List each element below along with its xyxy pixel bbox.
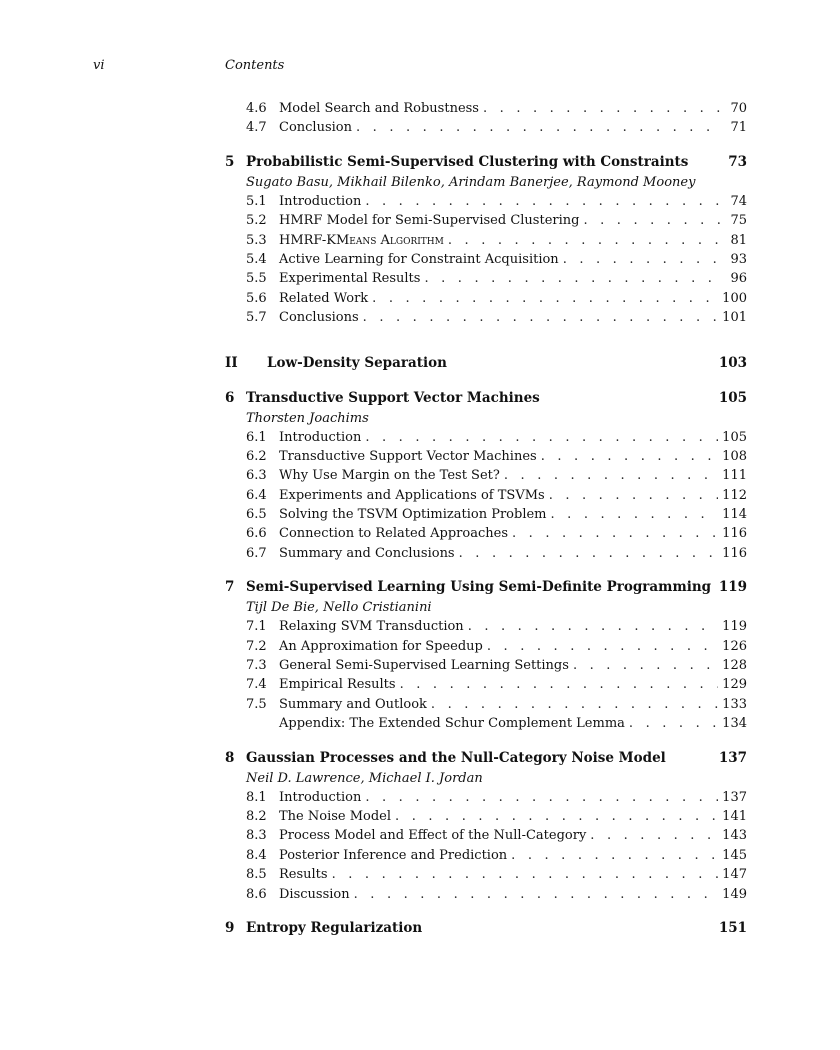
section-page: 75	[730, 213, 747, 229]
dot-leader	[504, 466, 718, 485]
dot-leader	[365, 192, 721, 211]
section-number: 5.2	[246, 213, 267, 229]
section-number: 6.7	[246, 545, 267, 561]
dot-leader	[332, 865, 719, 884]
dot-leader	[365, 788, 718, 807]
dot-leader	[549, 486, 718, 505]
section-number: 8.6	[246, 886, 267, 902]
section-title: Related Work	[279, 289, 372, 308]
dot-leader	[583, 211, 721, 230]
chapter-page: 73	[728, 153, 747, 170]
chapter-number: 6	[225, 389, 235, 406]
toc-entry[interactable]	[225, 544, 747, 563]
toc-entry[interactable]	[225, 447, 747, 466]
chapter-6	[225, 388, 747, 564]
toc-entry[interactable]	[225, 524, 747, 543]
dot-leader	[395, 807, 718, 826]
section-number: 5.3	[246, 232, 267, 248]
section-page: 114	[722, 507, 747, 523]
chapter-number: 7	[225, 579, 235, 596]
section-number: 6.4	[246, 487, 267, 503]
section-title: HMRF Model for Semi-Supervised Clustering	[279, 211, 583, 230]
section-number: 6.6	[246, 526, 267, 542]
section-page: 129	[722, 677, 747, 693]
section-number: 4.7	[246, 120, 267, 136]
section-number: 8.3	[246, 828, 267, 844]
section-title: Connection to Related Approaches	[279, 524, 512, 543]
toc-entry[interactable]	[225, 885, 747, 904]
section-page: 128	[722, 658, 747, 674]
section-title: Why Use Margin on the Test Set?	[279, 466, 504, 485]
chapter-authors: Sugato Basu, Mikhail Bilenko, Arindam Banerjee, Raymond Mooney	[246, 174, 696, 190]
section-number: 8.2	[246, 808, 267, 824]
chapter-heading[interactable]	[225, 388, 747, 409]
section-number: 5.7	[246, 310, 267, 326]
dot-leader	[400, 675, 719, 694]
dot-leader	[573, 656, 718, 675]
section-number: 8.5	[246, 867, 267, 883]
toc-entry[interactable]	[225, 99, 747, 118]
chapter-9	[225, 918, 747, 939]
section-title: Empirical Results	[279, 675, 400, 694]
chapter-5	[225, 152, 747, 328]
section-number: 6.5	[246, 507, 267, 523]
toc-entry[interactable]	[225, 656, 747, 675]
dot-leader	[563, 250, 721, 269]
toc-entry[interactable]	[225, 807, 747, 826]
toc-entry[interactable]	[225, 617, 747, 636]
section-number: 5.1	[246, 193, 267, 209]
section-title: Active Learning for Constraint Acquisition	[279, 250, 563, 269]
section-title: Introduction	[279, 788, 365, 807]
part-page: 103	[718, 354, 747, 371]
section-number: 7.3	[246, 658, 267, 674]
section-number: 5.6	[246, 290, 267, 306]
toc-entry[interactable]	[225, 865, 747, 884]
section-page: 149	[722, 886, 747, 902]
chapter-page: 137	[718, 749, 747, 766]
section-page: 145	[722, 847, 747, 863]
section-page: 93	[730, 251, 747, 267]
section-page: 119	[722, 619, 747, 635]
chapter-authors: Neil D. Lawrence, Michael I. Jordan	[246, 770, 483, 786]
section-number: 5.4	[246, 251, 267, 267]
toc-entry[interactable]	[225, 231, 747, 250]
section-page: 70	[730, 101, 747, 116]
chapter-number: 5	[225, 153, 235, 170]
chapter-page: 151	[718, 919, 747, 936]
toc-entry[interactable]	[225, 695, 747, 714]
section-page: 141	[722, 808, 747, 824]
part-title: Low-Density Separation	[267, 354, 447, 371]
section-page: 108	[722, 448, 747, 464]
section-title: The Noise Model	[279, 807, 395, 826]
toc-entry[interactable]	[225, 192, 747, 211]
section-title: Experiments and Applications of TSVMs	[279, 486, 549, 505]
section-title: Relaxing SVM Transduction	[279, 617, 468, 636]
chapter-4-continued	[225, 99, 747, 138]
dot-leader	[487, 637, 718, 656]
section-number: 7.2	[246, 638, 267, 654]
section-title: Process Model and Effect of the Null-Category	[279, 826, 590, 845]
toc-entry[interactable]	[225, 289, 747, 308]
dot-leader	[372, 289, 718, 308]
section-page: 71	[730, 120, 747, 136]
chapter-authors: Thorsten Joachims	[246, 410, 369, 426]
chapter-heading[interactable]	[225, 918, 747, 939]
dot-leader	[468, 617, 718, 636]
chapter-authors: Tijl De Bie, Nello Cristianini	[246, 600, 432, 616]
section-title: Transductive Support Vector Machines	[279, 447, 541, 466]
section-number: 5.5	[246, 271, 267, 287]
toc-entry[interactable]	[225, 675, 747, 694]
section-title: Discussion	[279, 885, 354, 904]
toc-entry[interactable]	[225, 637, 747, 656]
section-title: Experimental Results	[279, 269, 424, 288]
section-page: 134	[722, 716, 747, 732]
section-page: 74	[730, 193, 747, 209]
section-page: 143	[722, 828, 747, 844]
part-number: II	[225, 354, 238, 371]
chapter-title: Transductive Support Vector Machines	[246, 389, 540, 406]
dot-leader	[431, 695, 718, 714]
chapter-number: 8	[225, 749, 235, 766]
section-number: 4.6	[246, 101, 267, 116]
chapter-title: Entropy Regularization	[246, 919, 423, 936]
dot-leader	[448, 231, 721, 250]
section-number: 6.3	[246, 468, 267, 484]
section-title: Conclusion	[279, 118, 356, 137]
toc-entry[interactable]	[225, 505, 747, 524]
section-title: Introduction	[279, 428, 365, 447]
dot-leader	[590, 826, 718, 845]
toc-entry[interactable]	[225, 269, 747, 288]
chapter-heading[interactable]	[225, 152, 747, 173]
chapter-8	[225, 748, 747, 904]
chapter-7	[225, 577, 747, 733]
dot-leader	[551, 505, 719, 524]
section-title: Conclusions	[279, 308, 363, 327]
section-title: Solving the TSVM Optimization Problem	[279, 505, 551, 524]
dot-leader	[363, 308, 719, 327]
toc-entry[interactable]	[225, 826, 747, 845]
toc-entry[interactable]	[225, 466, 747, 485]
section-number: 7.4	[246, 677, 267, 693]
part-heading[interactable]	[225, 352, 747, 374]
table-of-contents	[225, 99, 747, 939]
section-title: Summary and Conclusions	[279, 544, 459, 563]
chapter-title: Gaussian Processes and the Null-Category Noise Model	[246, 749, 666, 766]
section-title: Results	[279, 865, 332, 884]
page-number: vi	[93, 58, 105, 73]
section-title: Posterior Inference and Prediction	[279, 846, 511, 865]
toc-entry[interactable]	[225, 486, 747, 505]
dot-leader	[356, 118, 721, 137]
section-number: 8.1	[246, 789, 267, 805]
section-page: 100	[722, 290, 747, 306]
toc-entry[interactable]	[225, 211, 747, 230]
chapter-heading[interactable]	[225, 748, 747, 769]
section-number: 7.5	[246, 696, 267, 712]
section-number: 6.2	[246, 448, 267, 464]
section-page: 137	[722, 789, 747, 805]
toc-entry[interactable]	[225, 308, 747, 327]
dot-leader	[629, 714, 718, 733]
section-title: Introduction	[279, 192, 365, 211]
section-page: 126	[722, 638, 747, 654]
section-page: 112	[722, 487, 747, 503]
section-page: 81	[730, 232, 747, 248]
section-number: 6.1	[246, 429, 267, 445]
chapter-heading[interactable]	[225, 577, 747, 598]
dot-leader	[424, 269, 721, 288]
dot-leader	[483, 99, 721, 118]
toc-entry[interactable]	[225, 846, 747, 865]
dot-leader	[354, 885, 719, 904]
section-title: Summary and Outlook	[279, 695, 431, 714]
toc-entry[interactable]	[225, 714, 747, 733]
section-page: 105	[722, 429, 747, 445]
toc-entry[interactable]	[225, 428, 747, 447]
chapter-title: Probabilistic Semi-Supervised Clustering with Constraints	[246, 153, 689, 170]
dot-leader	[459, 544, 719, 563]
section-page: 101	[722, 310, 747, 326]
toc-entry[interactable]	[225, 788, 747, 807]
running-title: Contents	[225, 58, 285, 73]
section-page: 116	[722, 526, 747, 542]
section-title: Appendix: The Extended Schur Complement Lemma	[279, 714, 629, 733]
section-number: 8.4	[246, 847, 267, 863]
chapter-page: 105	[718, 389, 747, 406]
dot-leader	[512, 524, 718, 543]
section-page: 111	[722, 468, 747, 484]
section-title: General Semi-Supervised Learning Settings	[279, 656, 573, 675]
section-title: Model Search and Robustness	[279, 99, 483, 118]
section-page: 147	[722, 867, 747, 883]
section-page: 96	[730, 271, 747, 287]
chapter-number: 9	[225, 919, 235, 936]
section-page: 116	[722, 545, 747, 561]
section-page: 133	[722, 696, 747, 712]
section-title: HMRF-KMeans Algorithm	[279, 231, 448, 250]
dot-leader	[365, 428, 718, 447]
dot-leader	[541, 447, 718, 466]
chapter-page: 119	[718, 579, 747, 596]
toc-entry[interactable]	[225, 250, 747, 269]
chapter-title: Semi-Supervised Learning Using Semi-Definite Programming	[246, 579, 712, 596]
section-title: An Approximation for Speedup	[279, 637, 487, 656]
toc-entry[interactable]	[225, 118, 747, 137]
dot-leader	[511, 846, 718, 865]
section-number: 7.1	[246, 619, 267, 635]
